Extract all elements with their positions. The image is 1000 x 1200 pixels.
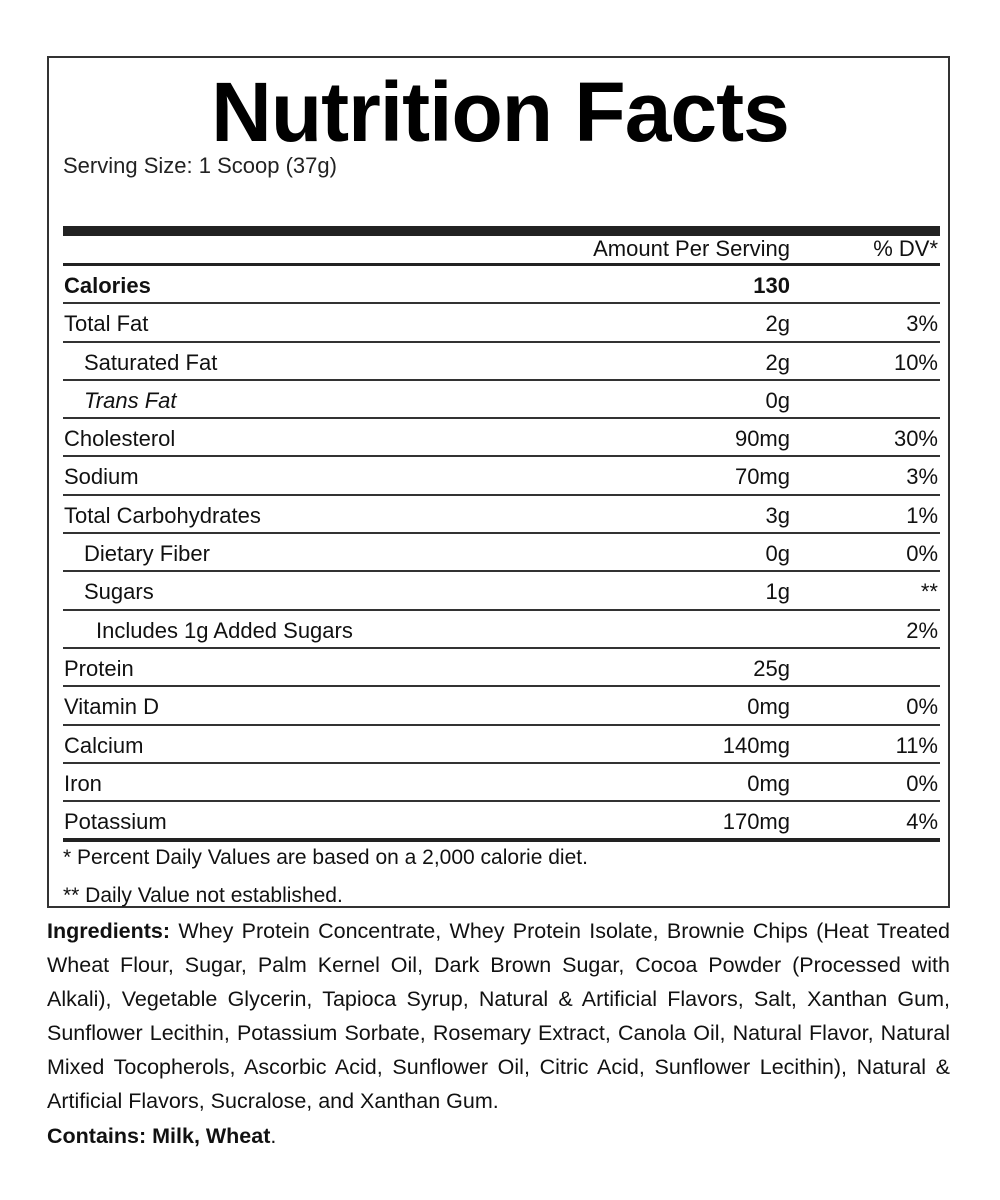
nutrient-label: Protein <box>64 655 134 681</box>
nutrient-dv: ** <box>920 579 938 605</box>
footer-divider <box>63 838 940 842</box>
nutrient-dv: 4% <box>906 809 938 835</box>
nutrient-row-cholesterol <box>63 419 940 457</box>
contains-label: Contains: <box>47 1124 147 1148</box>
nutrient-label: Potassium <box>64 809 167 835</box>
nutrient-row-vitamin-d <box>63 687 940 725</box>
nutrient-label: Cholesterol <box>64 426 176 452</box>
nutrient-label: Calories <box>64 273 151 298</box>
nutrient-label: Sodium <box>64 464 139 490</box>
nutrient-row-iron <box>63 764 940 802</box>
nutrient-amount: 0mg <box>747 694 790 720</box>
nutrient-amount: 0g <box>765 387 790 413</box>
allergen-statement <box>47 1119 276 1153</box>
nutrient-label: Vitamin D <box>64 694 159 720</box>
footnote-not-established: ** Daily Value not established. <box>63 884 343 907</box>
nutrient-dv: 10% <box>893 349 938 375</box>
nutrient-amount: 140mg <box>722 732 790 758</box>
nutrient-row-added-sugars <box>63 611 940 649</box>
nutrient-row-sodium <box>63 457 940 495</box>
nutrient-row-potassium <box>63 802 940 840</box>
nutrient-dv: 11% <box>895 732 938 758</box>
nutrient-row-dietary-fiber <box>63 534 940 572</box>
footnote-daily-values: * Percent Daily Values are based on a 2,000 calorie diet. <box>63 846 588 869</box>
nutrient-label: Total Fat <box>64 311 149 337</box>
nutrient-dv: 30% <box>893 426 938 452</box>
nutrient-label: Iron <box>64 770 102 796</box>
nutrient-label: Sugars <box>84 579 154 605</box>
nutrient-amount: 70mg <box>734 464 790 490</box>
nutrient-amount: 1g <box>765 579 790 605</box>
nutrient-dv: 3% <box>906 311 938 337</box>
contains-text: Milk, Wheat <box>152 1124 271 1148</box>
nutrient-label: Saturated Fat <box>84 349 218 375</box>
nutrient-row-saturated-fat <box>63 343 940 381</box>
nutrient-row-sugars <box>63 572 940 610</box>
nutrient-amount: 3g <box>765 502 790 528</box>
nutrient-dv: 0% <box>906 694 938 720</box>
nutrient-amount: 90mg <box>734 426 790 452</box>
nutrient-amount: 170mg <box>722 809 790 835</box>
nutrient-amount: 130 <box>753 273 790 298</box>
ingredients-label: Ingredients: <box>47 919 171 943</box>
nutrient-label: Includes 1g Added Sugars <box>96 617 353 643</box>
column-header <box>63 234 940 264</box>
nutrient-label: Trans Fat <box>84 387 177 413</box>
nutrient-amount: 0g <box>765 541 790 567</box>
panel-title: Nutrition Facts <box>211 65 789 159</box>
nutrient-amount: 2g <box>765 311 790 337</box>
ingredients <box>47 914 950 1118</box>
nutrient-table <box>63 266 940 840</box>
nutrient-dv: 0% <box>906 770 938 796</box>
nutrient-dv: 1% <box>906 502 938 528</box>
serving-size: Serving Size: 1 Scoop (37g) <box>63 153 337 178</box>
nutrient-row-total-fat <box>63 304 940 342</box>
nutrient-label: Calcium <box>64 732 144 758</box>
nutrient-dv: 3% <box>906 464 938 490</box>
dv-header: % DV* <box>873 236 938 261</box>
ingredients-text: Whey Protein Concentrate, Whey Protein Isolate, Brownie Chips (Heat Treated Wheat Flour, Sugar, Palm Kernel Oil, Dark Brown Sugar, Cocoa Powder (Processed with Alkali), Vegetable Glycerin, Tapioca Syrup, Natural & Artificial Flavors, Salt, Xanthan Gum, Sunflower Lecithin, Potassium Sorbate, Rosemary Extract, Canola Oil, Natural Flavor, Natural Mixed Tocopherols, Ascorbic Acid, Sunflower Oil, Citric Acid, Sunflower Lecithin), Natural & Artificial Flavors, Sucralose, and Xanthan Gum. <box>47 919 950 1113</box>
nutrient-dv: 0% <box>906 541 938 567</box>
amount-header: Amount Per Serving <box>593 236 790 261</box>
nutrient-row-protein <box>63 649 940 687</box>
nutrient-row-calcium <box>63 726 940 764</box>
nutrient-label: Dietary Fiber <box>84 541 210 567</box>
nutrient-row-total-carbohydrates <box>63 496 940 534</box>
nutrient-dv: 2% <box>906 617 938 643</box>
nutrient-amount: 2g <box>765 349 790 375</box>
nutrient-row-calories <box>63 266 940 304</box>
nutrient-row-trans-fat <box>63 381 940 419</box>
nutrient-amount: 25g <box>753 655 790 681</box>
nutrient-label: Total Carbohydrates <box>64 502 261 528</box>
contains-period: . <box>270 1124 277 1148</box>
nutrient-amount: 0mg <box>747 770 790 796</box>
